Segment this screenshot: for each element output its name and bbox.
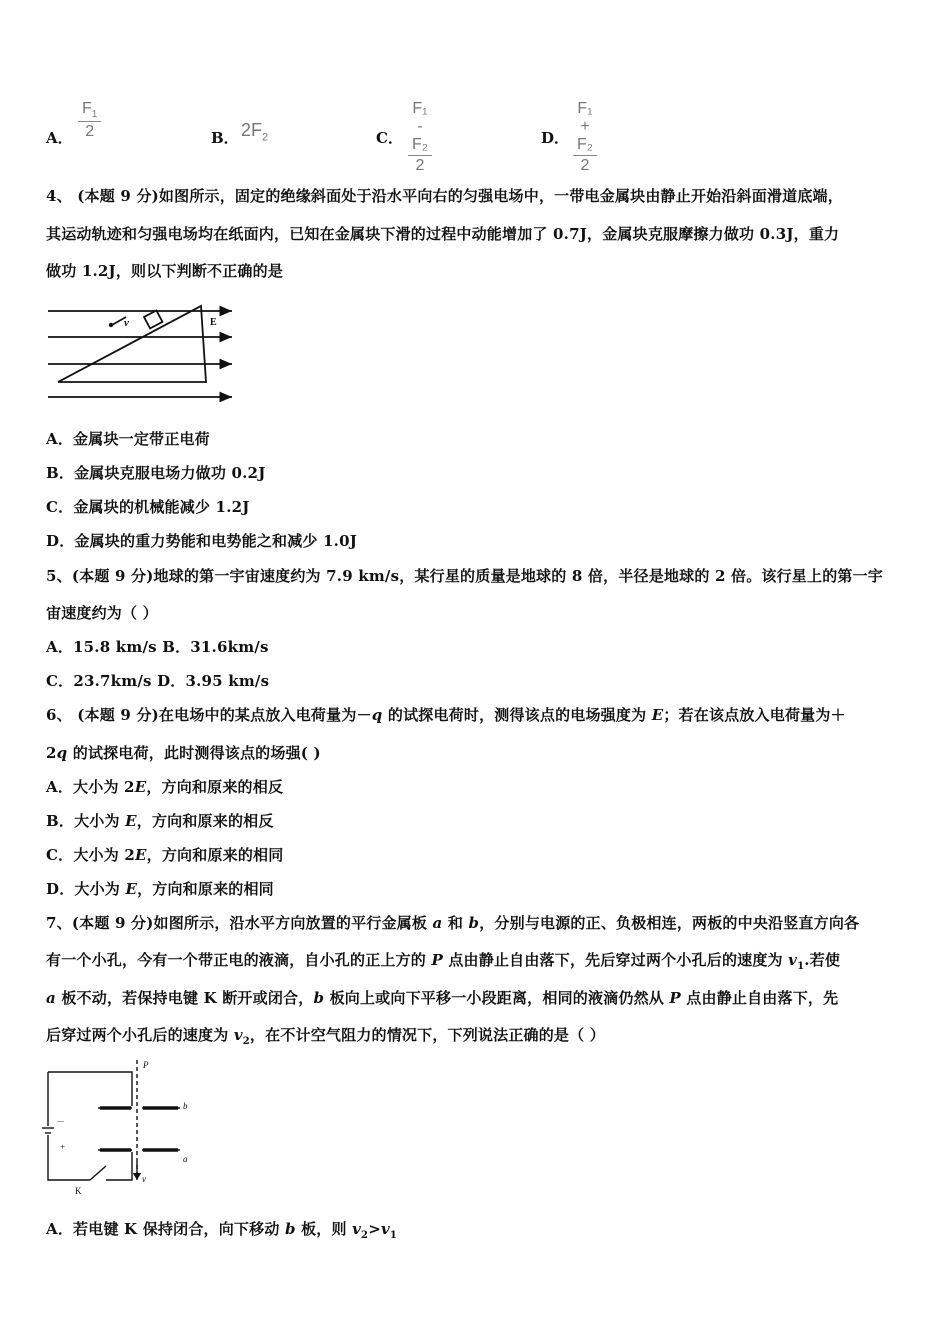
q4-figure-label-v: v (124, 317, 129, 329)
q7-figure-label-minus: － (56, 1117, 66, 1127)
q4-figure-label-e: E (210, 317, 217, 328)
q7-capacitor-figure (40, 1058, 200, 1198)
q7-figure-label-plus: + (60, 1142, 66, 1152)
q3-option-c-label: C． (376, 129, 403, 147)
q3-option-c-fraction (408, 100, 432, 175)
q3-option-b-label: B． (211, 129, 239, 147)
q5-stem-line-2: 宙速度约为（ ） (46, 604, 158, 622)
q7-option-a: A．若电键 K 保持闭合，向下移动 b 板，则 $v_2>v_1$ (46, 1220, 398, 1241)
q4-option-b: B．金属块克服电场力做功 0.2J (46, 464, 266, 482)
q4-option-c: C．金属块的机械能减少 1.2J (46, 498, 250, 516)
q4-metal-block (144, 310, 162, 328)
q5-stem-line-1: 5、(本题 9 分)地球的第一宇宙速度约为 7.9 km/s，某行星的质量是地球的 8 倍，半径是地球的 2 倍。该行星上的第一宇 (46, 567, 884, 585)
q6-stem-line-2: 2q 的试探电荷，此时测得该点的场强( ) (46, 744, 321, 762)
q7-wire-bottom (106, 1152, 132, 1180)
q7-stem-line-3: a 板不动，若保持电键 K 断开或闭合，b 板向上或向下平移一小段距离，相同的液滴仍然从 P 点由静止自由落下，先 (46, 989, 839, 1007)
q4-velocity-dot (109, 323, 113, 327)
q6-option-a: A．大小为 2E，方向和原来的相反 (46, 778, 284, 796)
q3-option-c-numerator: F₁ - F₂ (412, 100, 428, 153)
q7-wire-left-bottom (48, 1135, 90, 1180)
q4-stem-line-1: 4、 (本题 9 分)如图所示，固定的绝缘斜面处于沿水平向右的匀强电场中，一带电金属块由静止开始沿斜面滑道底端， (46, 187, 843, 205)
q3-option-a-fraction (78, 100, 101, 141)
q3-option-c-denominator: 2 (415, 157, 425, 174)
q7-stem-line-2: 有一个小孔，今有一个带正电的液滴，自小孔的正上方的 P 点由静止自由落下，先后穿过两个小孔后的速度为 $v_1$.若使 (46, 951, 841, 972)
q4-stem-line-2: 其运动轨迹和匀强电场均在纸面内，已知在金属块下滑的过程中动能增加了 0.7J，金属块克服摩擦力做功 0.3J，重力 (46, 225, 840, 243)
q3-option-d-label: D． (541, 129, 570, 147)
q3-options-row (0, 100, 950, 174)
q5-options-ab: A．15.8 km/s B．31.6km/s (46, 638, 269, 656)
q4-stem-line-3: 做功 1.2J，则以下判断不正确的是 (46, 262, 284, 280)
q4-incline-figure (46, 298, 238, 402)
q6-option-d: D．大小为 E，方向和原来的相同 (46, 880, 274, 898)
q4-incline-triangle (58, 306, 206, 382)
q6-stem-line-1: 6、 (本题 9 分)在电场中的某点放入电荷量为－q 的试探电荷时，测得该点的电场强度为 E；若在该点放入电荷量为＋ (46, 706, 846, 724)
q3-option-b-expression: $2F_2$ (241, 120, 269, 144)
q7-figure-label-k: K (75, 1186, 82, 1196)
q4-option-a: A．金属块一定带正电荷 (46, 430, 210, 448)
q7-switch-k (90, 1166, 106, 1180)
q5-options-cd: C．23.7km/s D．3.95 km/s (46, 672, 270, 690)
q3-option-a-label: A． (46, 129, 73, 147)
q6-option-c: C．大小为 2E，方向和原来的相同 (46, 846, 284, 864)
q7-stem-line-4: 后穿过两个小孔后的速度为 $v_2$，在不计空气阻力的情况下，下列说法正确的是（ ） (46, 1026, 605, 1047)
q3-option-d-numerator: F₁ + F₂ (577, 100, 593, 153)
q7-wire-top (48, 1072, 132, 1106)
q7-figure-label-p: P (143, 1060, 149, 1070)
q4-option-d: D．金属块的重力势能和电势能之和减少 1.0J (46, 532, 358, 550)
q3-option-a-denominator: 2 (85, 123, 95, 141)
q7-stem-line-1: 7、(本题 9 分)如图所示，沿水平方向放置的平行金属板 a 和 b，分别与电源的正、负极相连，两板的中央沿竖直方向各 (46, 914, 860, 932)
q3-option-d-fraction (573, 100, 597, 175)
q7-figure-label-a: a (183, 1154, 188, 1164)
q3-option-a-numerator: $F_1$ (82, 100, 98, 121)
q3-option-d-denominator: 2 (580, 157, 590, 174)
q7-figure-label-v: v (142, 1174, 146, 1184)
q6-option-b: B．大小为 E，方向和原来的相反 (46, 812, 274, 830)
q7-figure-label-b: b (183, 1101, 188, 1111)
